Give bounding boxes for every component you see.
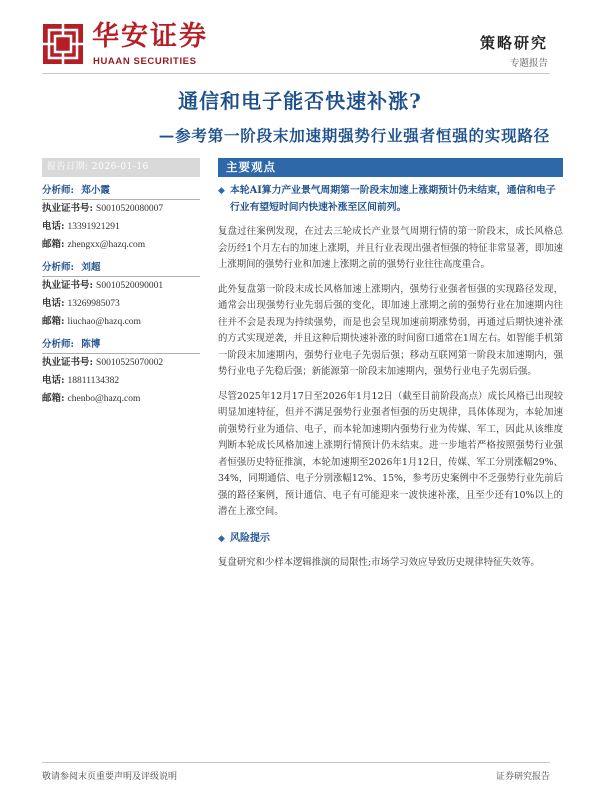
key-point-text: 本轮AI算力产业景气周期第一阶段末加速上涨期预计仍未结束，通信和电子行业有望短时间内快速补涨至区间前列。 xyxy=(230,185,556,213)
body-paragraph: 此外复盘第一阶段末成长风格加速上涨期内，强势行业强者恒强的实现路径发现，通常会出现强势行业先弱后强的变化，即加速上涨期之前的强势行业在加速期内往往并不会是表现为持续强势，而是也会呈现加速前期涨势弱，再通过后期快速补涨的方式实现逆袭，并且这种后期快速补涨的时间窗口通常在1周左右。如智能手机第一阶段末加速期内，强势行业电子先弱后强；移动互联网第一阶段末加速期内，强势行业电子先稳后强；新能源第一阶段末加速期内，强势行业电子先弱后强。 xyxy=(218,283,563,377)
risk-heading xyxy=(218,531,563,547)
risk-title: 风险提示 xyxy=(230,532,270,544)
cert-label: 执业证书号: xyxy=(42,280,94,291)
analyst-phone-row xyxy=(42,295,200,313)
phone-label: 电话: xyxy=(42,298,65,309)
analyst-label: 分析师: xyxy=(42,185,75,196)
phone-label: 电话: xyxy=(42,221,65,232)
analyst-name: 刘超 xyxy=(81,262,101,273)
footer-divider xyxy=(42,762,550,763)
phone-number: 13391921291 xyxy=(67,222,120,232)
email-label: 邮箱: xyxy=(42,393,65,404)
analyst-card xyxy=(42,337,200,408)
analyst-email-row xyxy=(42,236,200,254)
huaan-logo-icon xyxy=(42,23,84,65)
analyst-label: 分析师: xyxy=(42,262,75,273)
report-header xyxy=(0,0,600,75)
report-title: 通信和电子能否快速补涨? xyxy=(178,89,422,113)
analyst-sidebar xyxy=(42,158,200,408)
footer-label: 证券研究报告 xyxy=(495,772,550,782)
email-address[interactable]: chenbo@hazq.com xyxy=(67,394,141,404)
header-divider xyxy=(42,73,550,74)
cert-number: S0010525070002 xyxy=(96,358,164,368)
phone-number: 13269985073 xyxy=(67,299,120,309)
cert-number: S0010520080007 xyxy=(96,204,164,214)
analyst-card xyxy=(42,183,200,254)
email-address[interactable]: zhengxx@hazq.com xyxy=(67,240,146,250)
report-subtype: 专题报告 xyxy=(509,58,548,69)
email-label: 邮箱: xyxy=(42,239,65,250)
footer-disclaimer: 敬请参阅末页重要声明及评级说明 xyxy=(42,772,178,782)
bullet-icon: ◆ xyxy=(218,186,225,196)
section-title: 主要观点 xyxy=(218,158,563,177)
analyst-card xyxy=(42,260,200,331)
email-label: 邮箱: xyxy=(42,316,65,327)
email-address[interactable]: liuchao@hazq.com xyxy=(67,317,141,327)
analyst-name: 郑小霞 xyxy=(81,185,110,196)
analyst-header xyxy=(42,337,200,354)
phone-label: 电话: xyxy=(42,375,65,386)
report-date: 报告日期: 2026-01-16 xyxy=(42,158,200,177)
report-type: 策略研究 xyxy=(479,34,548,52)
logo-name-cn: 华安证券 xyxy=(92,21,208,52)
cert-number: S0010520090001 xyxy=(96,281,164,291)
risk-text: 复盘研究和少样本逻辑推演的局限性;市场学习效应导致历史规律特征失效等。 xyxy=(218,556,540,568)
analyst-email-row xyxy=(42,390,200,408)
report-subtitle: —参考第一阶段末加速期强势行业强者恒强的实现路径 xyxy=(158,126,550,145)
analyst-cert-row xyxy=(42,200,200,218)
analyst-cert-row xyxy=(42,277,200,295)
body-paragraph: 复盘过往案例发现，在过去三轮成长产业景气周期行情的第一阶段末，成长风格总会历经1个月左右的加速上涨期，并且行业表现出强者恒强的特征非常显著，即加速上涨期间的强势行业和加速上涨期之前的强势行业往往高度重合。 xyxy=(218,226,563,270)
analyst-phone-row xyxy=(42,372,200,390)
cert-label: 执业证书号: xyxy=(42,203,94,214)
analyst-email-row xyxy=(42,313,200,331)
logo-name-en: HUAAN SECURITIES xyxy=(93,56,197,67)
cert-label: 执业证书号: xyxy=(42,357,94,368)
analyst-header xyxy=(42,183,200,200)
main-points xyxy=(218,158,563,571)
analyst-header xyxy=(42,260,200,277)
bullet-icon: ◆ xyxy=(218,533,225,544)
analyst-phone-row xyxy=(42,218,200,236)
analyst-cert-row xyxy=(42,354,200,372)
phone-number: 18811134382 xyxy=(67,376,120,386)
analyst-name: 陈博 xyxy=(81,339,101,350)
body-paragraph: 尽管2025年12月17日至2026年1月12日（截至目前阶段高点）成长风格已出现较明显加速特征，但并不满足强势行业强者恒强的历史规律，具体体现为，本轮加速前强势行业为通信、电子，而本轮加速期内强势行业为传媒、军工，因此从该维度判断本轮成长风格加速上涨期行情预计仍未结束。进一步地若严格按照强势行业强者恒强历史特征推演，本轮加速期至2026年1月12日，传媒、军工分别涨幅29%、34%，同期通信、电子分别涨幅12%、15%，参考历史案例中不乏强势行业先前后强的路径案例，预计通信、电子有可能迎来一波快速补涨，且至少还有10%以上的潜在上涨空间。 xyxy=(218,390,563,517)
key-point xyxy=(218,183,563,216)
analyst-label: 分析师: xyxy=(42,339,75,350)
